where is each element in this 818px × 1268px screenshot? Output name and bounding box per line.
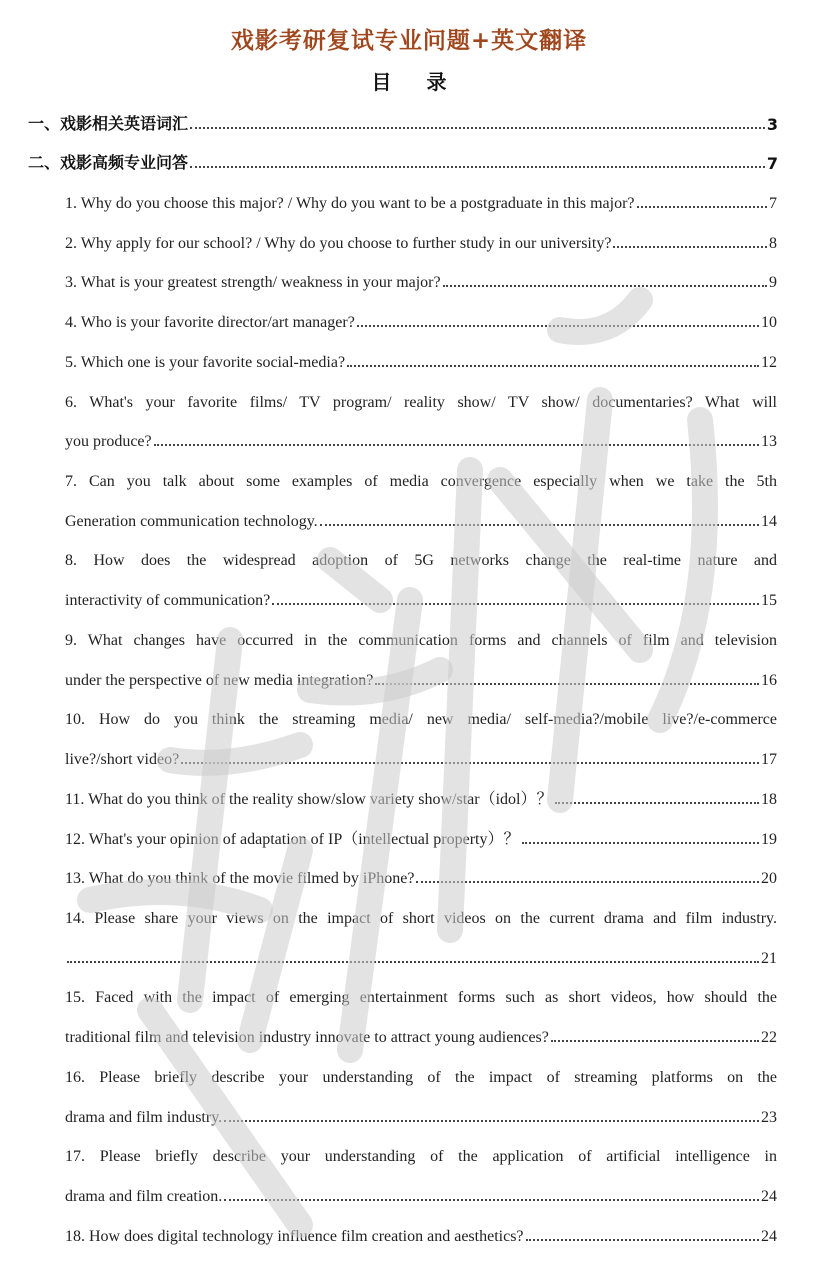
toc-entry-16-line-1[interactable] — [65, 1061, 777, 1087]
toc-entry-8[interactable] — [65, 584, 777, 610]
toc-page-number: 15 — [761, 592, 777, 609]
dot-leader — [67, 961, 759, 963]
toc-entry-label: 4. Who is your favorite director/art manager? — [65, 314, 355, 331]
toc-page-number: 7 — [766, 154, 778, 173]
toc-page-number: 23 — [761, 1109, 777, 1126]
toc-page-number: 18 — [761, 791, 777, 808]
toc-entry-2[interactable] — [65, 227, 777, 253]
toc-entry-label: 10. How do you think the streaming media/ new media/ self-media?/mobile live?/e-commerce — [65, 711, 777, 728]
toc-page-number: 20 — [761, 870, 777, 887]
toc-page-number: 7 — [769, 195, 777, 212]
toc-entry-4[interactable] — [65, 306, 777, 332]
toc-entry-label: Generation communication technology. — [65, 513, 318, 530]
toc-entry-6-line-1[interactable] — [65, 386, 777, 412]
toc-entry-16[interactable] — [65, 1101, 777, 1127]
toc-entry-label: 17. Please briefly describe your understanding of the application of artificial intelligence in — [65, 1148, 777, 1165]
dot-leader — [357, 325, 759, 327]
toc-entry-1[interactable] — [65, 187, 777, 213]
toc-entry-11[interactable] — [65, 783, 777, 809]
dot-leader — [190, 127, 765, 129]
dot-leader — [224, 1120, 759, 1122]
toc-entry-label: 2. Why apply for our school? / Why do you choose to further study in our university? — [65, 235, 612, 252]
toc-page-number: 24 — [761, 1228, 777, 1245]
toc-entry-label: 9. What changes have occurred in the communication forms and channels of film and television — [65, 632, 777, 649]
dot-leader — [522, 842, 760, 844]
document-title: 戏影考研复试专业问题+英文翻译 — [230, 27, 588, 54]
dot-leader — [637, 206, 767, 208]
toc-entry-label: 5. Which one is your favorite social-media? — [65, 354, 346, 371]
dot-leader — [190, 166, 765, 168]
dot-leader — [555, 802, 760, 804]
dot-leader — [375, 683, 759, 685]
toc-entry-12[interactable] — [65, 823, 777, 849]
toc-page-number: 9 — [769, 274, 777, 291]
dot-leader — [443, 285, 767, 287]
toc-entry-10-line-1[interactable] — [65, 703, 777, 729]
toc-entry-label: traditional film and television industry innovate to attract young audiences? — [65, 1029, 549, 1046]
toc-section-label: 二、戏影高频专业问答 — [28, 153, 189, 172]
toc-entry-9-line-1[interactable] — [65, 624, 777, 650]
toc-entry-15[interactable] — [65, 1021, 777, 1047]
dot-leader — [154, 444, 759, 446]
toc-page-number: 10 — [761, 314, 777, 331]
dot-leader — [526, 1239, 759, 1241]
toc-heading: 目 录 — [371, 70, 461, 94]
toc-page-number: 12 — [761, 354, 777, 371]
toc-entry-14-line-1[interactable] — [65, 902, 777, 928]
toc-page-number: 22 — [761, 1029, 777, 1046]
toc-entry-9[interactable] — [65, 664, 777, 690]
toc-page-number: 19 — [761, 831, 777, 848]
dot-leader — [347, 365, 759, 367]
toc-page-number: 17 — [761, 751, 777, 768]
toc-entry-18[interactable] — [65, 1220, 777, 1246]
toc-entry-14[interactable] — [65, 942, 777, 968]
toc-entry-label: drama and film industry. — [65, 1109, 223, 1126]
toc-entry-7[interactable] — [65, 505, 777, 531]
dot-leader — [181, 762, 759, 764]
toc-entry-label: 15. Faced with the impact of emerging entertainment forms such as short videos, how should the — [65, 989, 777, 1006]
toc-entry-label: 14. Please share your views on the impact of short videos on the current drama and film industry. — [65, 910, 777, 927]
toc-section-qa[interactable] — [28, 147, 778, 173]
toc-entry-label: 11. What do you think of the reality show/slow variety show/star（idol）？ — [65, 791, 553, 808]
toc-entry-label: 1. Why do you choose this major? / Why do you want to be a postgraduate in this major? — [65, 195, 635, 212]
toc-entry-label: 8. How does the widespread adoption of 5G networks change the real-time nature and — [65, 552, 777, 569]
toc-entry-17[interactable] — [65, 1180, 777, 1206]
toc-entry-3[interactable] — [65, 266, 777, 292]
toc-entry-label: 18. How does digital technology influence film creation and aesthetics? — [65, 1228, 524, 1245]
toc-page-number: 8 — [769, 235, 777, 252]
dot-leader — [320, 524, 759, 526]
toc-entry-17-line-1[interactable] — [65, 1140, 777, 1166]
toc-page-number: 14 — [761, 513, 777, 530]
toc-entry-label: 13. What do you think of the movie filmed by iPhone? — [65, 870, 415, 887]
toc-entry-label: 16. Please briefly describe your understanding of the impact of streaming platforms on the — [65, 1069, 777, 1086]
toc-entry-label: under the perspective of new media integration? — [65, 672, 374, 689]
toc-entry-8-line-1[interactable] — [65, 544, 777, 570]
dot-leader — [272, 603, 759, 605]
toc-entry-label: you produce? — [65, 433, 152, 450]
toc-section-vocabulary[interactable] — [28, 108, 778, 134]
toc-entry-label: 7. Can you talk about some examples of media convergence especially when we take the 5th — [65, 473, 777, 490]
toc-page-number: 24 — [761, 1188, 777, 1205]
dot-leader — [224, 1199, 759, 1201]
toc-entry-label: interactivity of communication? — [65, 592, 271, 609]
dot-leader — [613, 246, 767, 248]
toc-entry-7-line-1[interactable] — [65, 465, 777, 491]
toc-entry-label: 6. What's your favorite films/ TV program/ reality show/ TV show/ documentaries? What will — [65, 394, 777, 411]
toc-entry-label: 12. What's your opinion of adaptation of IP（intellectual property）？ — [65, 831, 520, 848]
toc-entry-6[interactable] — [65, 425, 777, 451]
toc-page-number: 16 — [761, 672, 777, 689]
toc-page-number: 3 — [766, 115, 778, 134]
toc-page-number: 21 — [761, 950, 777, 967]
toc-entry-5[interactable] — [65, 346, 777, 372]
toc-entry-13[interactable] — [65, 862, 777, 888]
toc-entry-label: 3. What is your greatest strength/ weakness in your major? — [65, 274, 441, 291]
dot-leader — [416, 881, 759, 883]
toc-entry-15-line-1[interactable] — [65, 981, 777, 1007]
dot-leader — [551, 1040, 759, 1042]
toc-entry-label: live?/short video? — [65, 751, 180, 768]
toc-section-label: 一、戏影相关英语词汇 — [28, 114, 189, 133]
toc-entry-label: drama and film creation. — [65, 1188, 223, 1205]
toc-page-number: 13 — [761, 433, 777, 450]
toc-entry-10[interactable] — [65, 743, 777, 769]
